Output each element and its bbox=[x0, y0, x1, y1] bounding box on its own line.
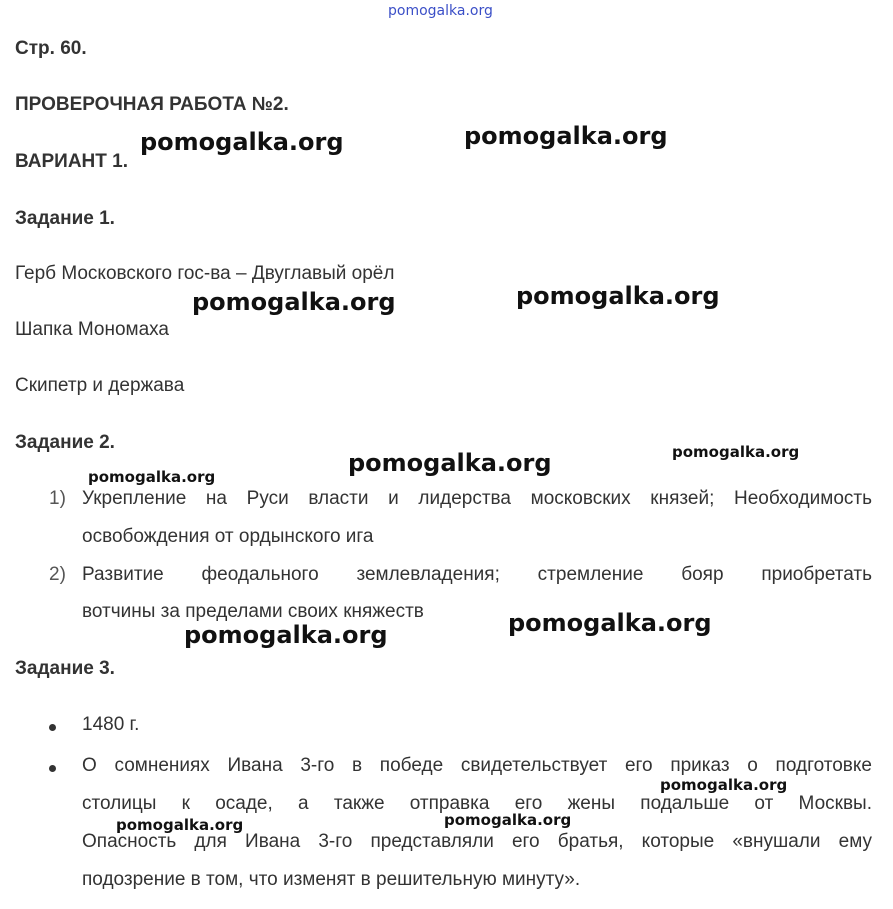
page-reference: Стр. 60. bbox=[15, 38, 87, 59]
watermark: pomogalka.org bbox=[516, 282, 720, 310]
watermark: pomogalka.org bbox=[140, 128, 344, 156]
bullet-icon bbox=[49, 724, 56, 731]
task3-item-line: Опасность для Ивана 3-го представляли его братья, которые «внушали ему bbox=[82, 831, 872, 852]
task3-item-line: 1480 г. bbox=[82, 714, 140, 735]
watermark: pomogalka.org bbox=[184, 621, 388, 649]
bullet-icon bbox=[49, 765, 56, 772]
task3-heading: Задание 3. bbox=[15, 658, 115, 679]
watermark: pomogalka.org bbox=[192, 288, 396, 316]
watermark: pomogalka.org bbox=[88, 468, 216, 486]
watermark: pomogalka.org bbox=[660, 776, 788, 794]
watermark: pomogalka.org bbox=[508, 609, 712, 637]
task1-heading: Задание 1. bbox=[15, 208, 115, 229]
task1-line: Скипетр и держава bbox=[15, 375, 185, 396]
watermark: pomogalka.org bbox=[672, 443, 800, 461]
variant-heading: ВАРИАНТ 1. bbox=[15, 151, 128, 172]
watermark: pomogalka.org bbox=[464, 122, 668, 150]
watermark: pomogalka.org bbox=[116, 816, 244, 834]
list-number: 1) bbox=[49, 488, 66, 509]
task1-line: Герб Московского гос-ва – Двуглавый орёл bbox=[15, 263, 395, 284]
task3-item-line: О сомнениях Ивана 3-го в победе свидетельствует его приказ о подготовке bbox=[82, 755, 872, 776]
task3-item-line: подозрение в том, что изменят в решительную минуту». bbox=[82, 869, 581, 890]
task2-item-line: освобождения от ордынского ига bbox=[82, 526, 374, 547]
watermark: pomogalka.org bbox=[444, 811, 572, 829]
list-number: 2) bbox=[49, 564, 66, 585]
task2-item-line: Развитие феодального землевладения; стремление бояр приобретать bbox=[82, 564, 872, 585]
watermark: pomogalka.org bbox=[348, 449, 552, 477]
watermark-top: pomogalka.org bbox=[388, 3, 493, 19]
task2-item-line: вотчины за пределами своих княжеств bbox=[82, 601, 424, 622]
task1-line: Шапка Мономаха bbox=[15, 319, 169, 340]
task3-item-line: столицы к осаде, а также отправка его жены подальше от Москвы. bbox=[82, 793, 872, 814]
page-title: ПРОВЕРОЧНАЯ РАБОТА №2. bbox=[15, 94, 289, 115]
task2-heading: Задание 2. bbox=[15, 432, 115, 453]
task2-item-line: Укрепление на Руси власти и лидерства московских князей; Необходимость bbox=[82, 488, 872, 509]
